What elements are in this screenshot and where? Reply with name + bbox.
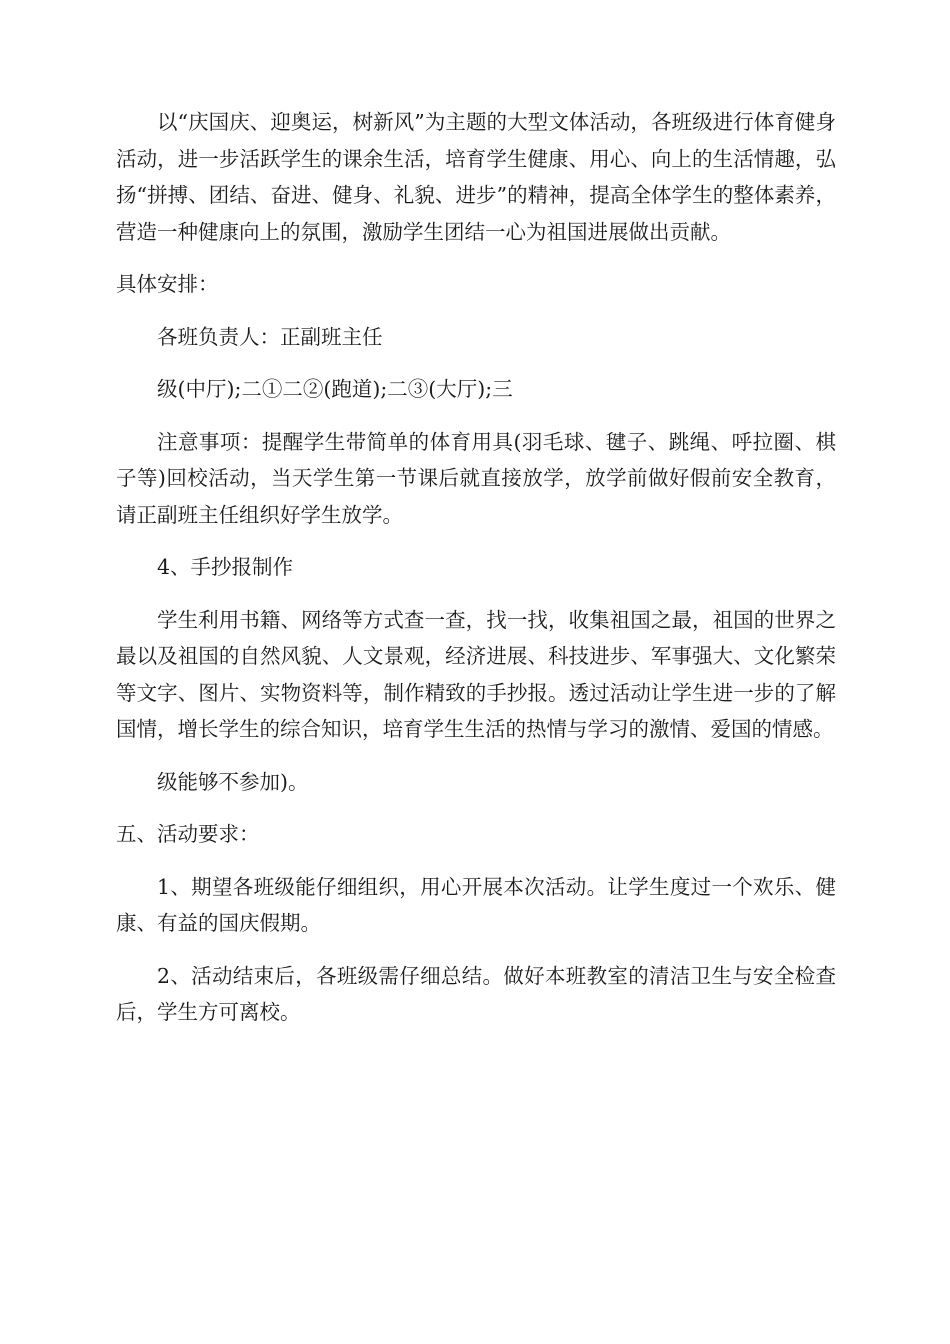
paragraph-requirement-2: 2、活动结束后，各班级需仔细总结。做好本班教室的清洁卫生与安全检查后，学生方可离校。 xyxy=(116,963,836,1024)
heading-requirements: 五、活动要求： xyxy=(116,822,260,846)
document-body xyxy=(116,104,836,1047)
paragraph-locations: 级(中厅);二①二②(跑道);二③(大厅);三 xyxy=(157,377,513,401)
paragraph-newspaper-details: 学生利用书籍、网络等方式查一查，找一找，收集祖国之最，祖国的世界之最以及祖国的自然风貌、人文景观，经济进展、科技进步、军事强大、文化繁荣等文字、图片、实物资料等，制作精致的手抄报。透过活动让学生进一步的了解国情，增长学生的综合知识，培育学生生活的热情与学习的激情、爱国的情感。 xyxy=(116,607,836,741)
paragraph-optional: 级能够不参加)。 xyxy=(157,769,309,794)
paragraph-requirement-1: 1、期望各班级能仔细组织，用心开展本次活动。让学生度过一个欢乐、健康、有益的国庆假期。 xyxy=(116,874,836,935)
paragraph-notes: 注意事项：提醒学生带简单的体育用具(羽毛球、毽子、跳绳、呼拉圈、棋子等)回校活动，当天学生第一节课后就直接放学，放学前做好假前安全教育，请正副班主任组织好学生放学。 xyxy=(116,429,836,527)
paragraph-responsible: 各班负责人：正副班主任 xyxy=(157,324,383,349)
heading-schedule: 具体安排： xyxy=(116,272,219,296)
heading-handwritten-newspaper: 4、手抄报制作 xyxy=(157,555,294,579)
paragraph-theme: 以“庆国庆、迎奥运，树新风”为主题的大型文体活动，各班级进行体育健身活动，进一步活跃学生的课余生活，培育学生健康、用心、向上的生活情趣，弘扬“拼搏、团结、奋进、健身、礼貌、进步”的精神，提高全体学生的整体素养，营造一种健康向上的氛围，激励学生团结一心为祖国进展做出贡献。 xyxy=(116,110,836,244)
